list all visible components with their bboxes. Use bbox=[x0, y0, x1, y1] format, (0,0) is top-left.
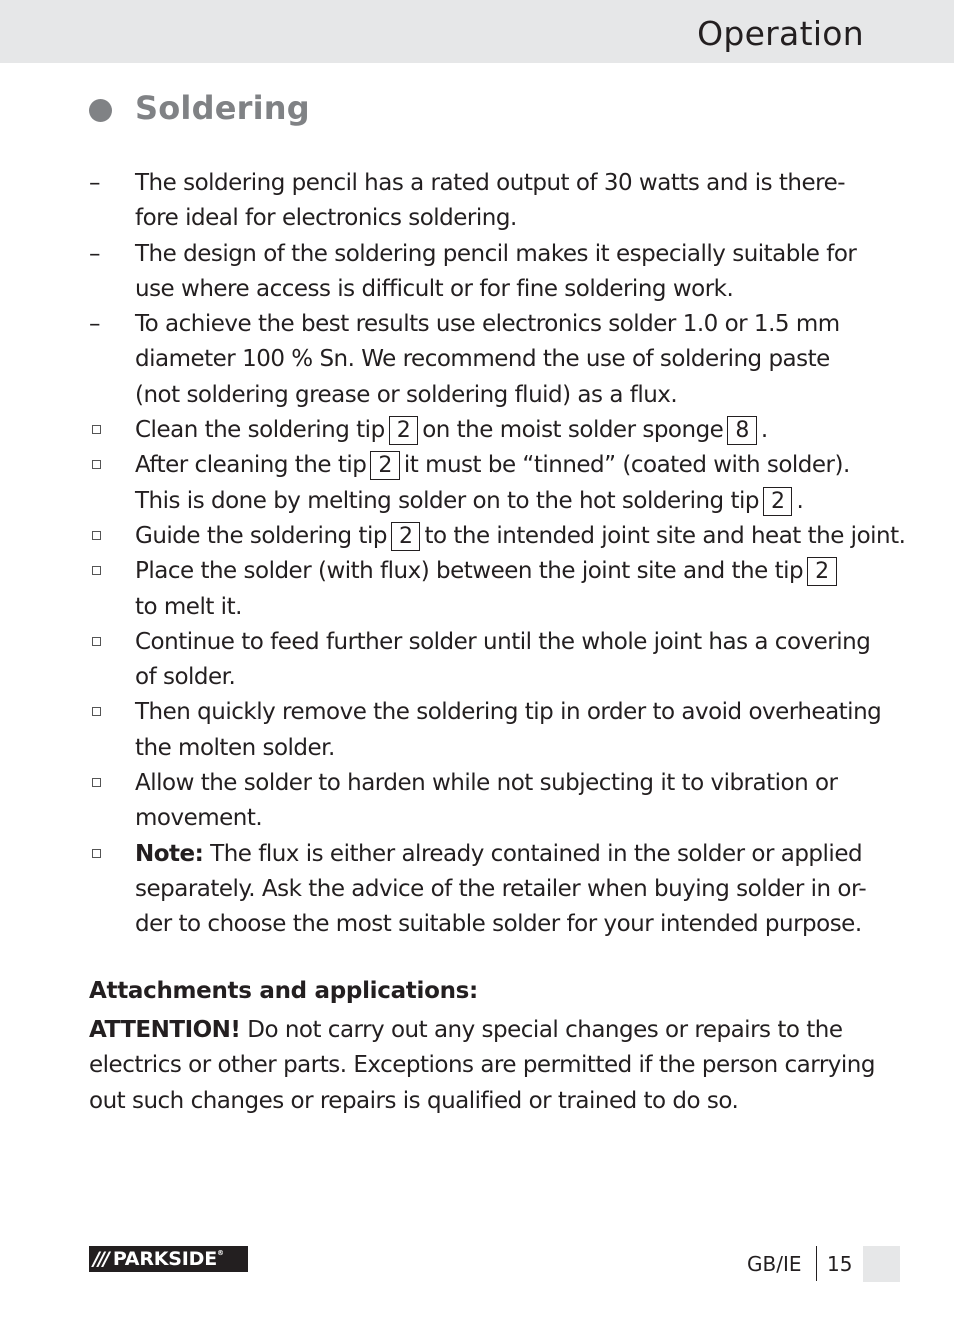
list-item: After cleaning the tip 2 it must be “tinned” (coated with solder). This is done by melting solder on to the hot soldering tip 2 . bbox=[89, 448, 864, 519]
list-item: – The design of the soldering pencil makes it especially suitable for use where access is difficult or for fine soldering work. bbox=[89, 237, 864, 308]
list-item: Clean the soldering tip 2 on the moist solder sponge 8 . bbox=[89, 413, 864, 448]
list-item: Guide the soldering tip 2 to the intended joint site and heat the joint. bbox=[89, 519, 864, 554]
square-checkbox-icon bbox=[92, 460, 101, 469]
page-title: Operation bbox=[697, 14, 864, 53]
logo-registered-mark: ® bbox=[216, 1249, 224, 1257]
list-item: Note: The flux is either already contained in the solder or applied separately. Ask the advice of the retailer when buying solder in or- der to choose the most suitable solder for your intended purpose. bbox=[89, 837, 864, 943]
part-ref: 2 bbox=[391, 522, 421, 551]
circle-bullet-icon bbox=[89, 99, 112, 122]
part-ref: 8 bbox=[727, 416, 757, 445]
list-item: – The soldering pencil has a rated output of 30 watts and is there- fore ideal for electronics soldering. bbox=[89, 166, 864, 237]
list-item: Then quickly remove the soldering tip in order to avoid overheating the molten solder. bbox=[89, 695, 864, 766]
part-ref: 2 bbox=[389, 416, 419, 445]
note-label: Note: bbox=[135, 840, 204, 867]
attention-label: ATTENTION! bbox=[89, 1017, 241, 1043]
dash-marker: – bbox=[89, 170, 100, 196]
square-checkbox-icon bbox=[92, 637, 101, 646]
square-checkbox-icon bbox=[92, 849, 101, 858]
footer-language: GB/IE bbox=[747, 1252, 802, 1276]
list-item: Allow the solder to harden while not subjecting it to vibration or movement. bbox=[89, 766, 864, 837]
list-item: – To achieve the best results use electronics solder 1.0 or 1.5 mm diameter 100 % Sn. We recommend the use of soldering paste (not soldering grease or soldering fluid) as a flux. bbox=[89, 307, 864, 413]
list-item: Place the solder (with flux) between the joint site and the tip 2 to melt it. bbox=[89, 554, 864, 625]
part-ref: 2 bbox=[370, 451, 400, 480]
square-checkbox-icon bbox=[92, 531, 101, 540]
attachments-heading: Attachments and applications: bbox=[89, 978, 478, 1004]
logo-name: PARKSIDE bbox=[112, 1248, 217, 1270]
section-title: Soldering bbox=[135, 89, 310, 127]
dash-marker: – bbox=[89, 311, 100, 338]
part-ref: 2 bbox=[763, 487, 793, 516]
square-checkbox-icon bbox=[92, 778, 101, 787]
attention-paragraph: ATTENTION! Do not carry out any special changes or repairs to the electrics or other parts. Exceptions are permitted if the person carrying out such changes or repairs is qualified or trained to do so. bbox=[89, 1017, 875, 1114]
footer-divider bbox=[816, 1246, 817, 1281]
page-number: 15 bbox=[827, 1252, 853, 1276]
parkside-logo bbox=[89, 1246, 248, 1272]
logo-stripes: /// bbox=[93, 1248, 108, 1270]
footer-tab bbox=[863, 1246, 900, 1282]
part-ref: 2 bbox=[807, 557, 837, 586]
square-checkbox-icon bbox=[92, 707, 101, 716]
header-bar bbox=[0, 0, 954, 63]
list-item: Continue to feed further solder until the whole joint has a covering of solder. bbox=[89, 625, 864, 696]
square-checkbox-icon bbox=[92, 566, 101, 575]
dash-marker: – bbox=[89, 240, 100, 267]
instruction-list bbox=[89, 166, 906, 943]
square-checkbox-icon bbox=[92, 425, 101, 434]
